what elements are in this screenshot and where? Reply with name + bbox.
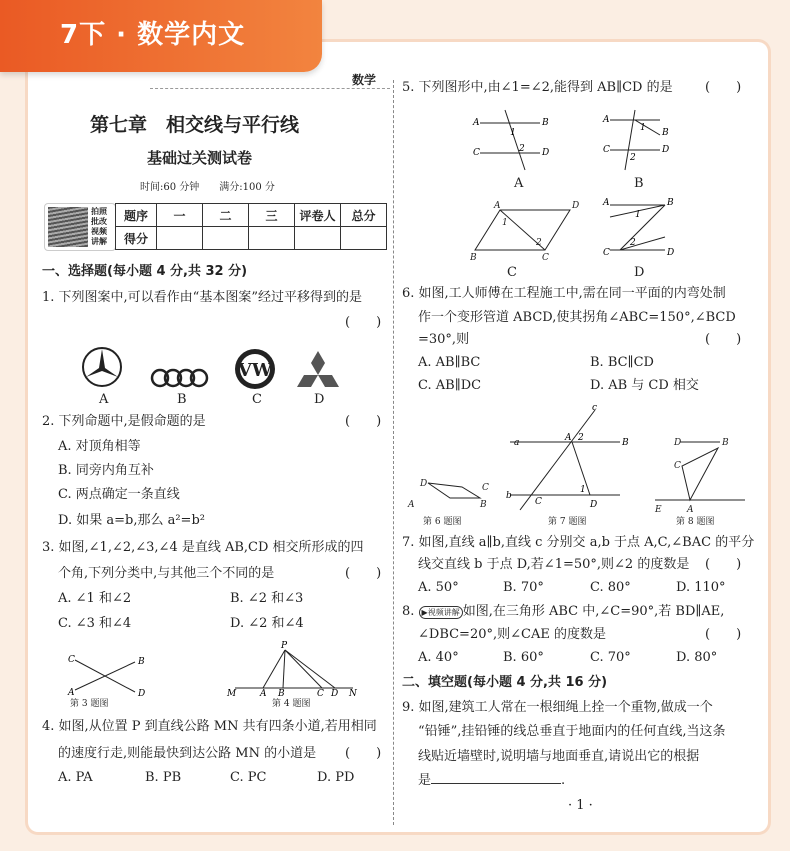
svg-text:C: C <box>535 497 542 507</box>
svg-text:D: D <box>331 689 339 699</box>
q9-answer-blank[interactable] <box>431 783 561 784</box>
chapter-title: 第七章 相交线与平行线 <box>90 114 300 136</box>
q8-text-line2: ∠DBC=20°,则∠CAE 的度数是 <box>418 627 606 642</box>
banner <box>0 0 322 72</box>
section-2-heading: 二、填空题(每小题 4 分,共 16 分) <box>402 675 608 690</box>
svg-text:C: C <box>482 483 489 493</box>
svg-text:A: A <box>565 433 572 443</box>
score-input[interactable] <box>157 227 203 250</box>
q9-text-line2: “铅锤”,挂铅锤的线总垂直于地面内的任何直线,当这条 <box>418 724 726 739</box>
svg-text:1: 1 <box>635 210 641 220</box>
svg-text:P: P <box>281 641 288 651</box>
svg-text:C: C <box>68 655 75 665</box>
figure-4-caption: 第 4 题图 <box>272 699 311 709</box>
svg-text:C: C <box>603 145 610 155</box>
cell: 总分 <box>341 204 387 227</box>
svg-text:B: B <box>138 657 145 667</box>
score-input[interactable] <box>295 227 341 250</box>
q3-option-a[interactable]: A. ∠1 和∠2 <box>58 591 132 606</box>
svg-text:D: D <box>590 500 598 510</box>
svg-text:c: c <box>592 403 598 413</box>
svg-text:A: A <box>603 115 610 125</box>
svg-text:D: D <box>667 248 675 258</box>
qr-code-image <box>48 207 88 247</box>
q7-option-c[interactable]: C. 80° <box>590 580 631 595</box>
q7-option-a[interactable]: A. 50° <box>418 580 459 595</box>
svg-text:B: B <box>722 438 729 448</box>
audi-rings-icon <box>152 370 207 386</box>
q2-option-b[interactable]: B. 同旁内角互补 <box>58 463 154 478</box>
svg-text:1: 1 <box>580 485 586 495</box>
svg-text:D: D <box>572 201 580 211</box>
svg-text:C: C <box>603 248 610 258</box>
page-number: · 1 · <box>568 798 593 813</box>
q8-text-line1: 如图,在三角形 ABC 中,∠C=90°,若 BD∥AE, <box>462 604 725 619</box>
svg-text:D: D <box>542 148 550 158</box>
q7-option-d[interactable]: D. 110° <box>676 580 726 595</box>
q6-option-a[interactable]: A. AB∥BC <box>418 355 481 370</box>
svg-text:D: D <box>674 438 682 448</box>
svg-text:1: 1 <box>510 128 516 138</box>
q7-option-b[interactable]: B. 70° <box>503 580 544 595</box>
q1-label-a: A <box>99 392 109 407</box>
q5-label-b: B <box>634 176 644 191</box>
svg-text:A: A <box>260 689 267 699</box>
column-divider <box>393 80 394 825</box>
svg-text:a: a <box>514 438 520 448</box>
score-input[interactable] <box>341 227 387 250</box>
q1-label-b: B <box>177 392 187 407</box>
q1-label-c: C <box>252 392 262 407</box>
q7-answer-paren[interactable]: ( ) <box>705 557 742 572</box>
q5-text: 5. 下列图形中,由∠1=∠2,能得到 AB∥CD 的是 <box>402 80 673 95</box>
svg-text:M: M <box>227 689 237 699</box>
cell: 一 <box>157 204 203 227</box>
svg-text:A: A <box>68 688 75 698</box>
svg-text:2: 2 <box>536 238 542 248</box>
svg-text:A: A <box>603 198 610 208</box>
svg-text:B: B <box>622 438 629 448</box>
figure-8-caption: 第 8 题图 <box>676 517 715 527</box>
figure-6-caption: 第 6 题图 <box>423 517 462 527</box>
cell: 题序 <box>116 204 157 227</box>
svg-text:D: D <box>420 479 428 489</box>
q2-option-a[interactable]: A. 对顶角相等 <box>58 439 141 454</box>
svg-text:C: C <box>674 461 681 471</box>
q5-figure-d <box>602 198 674 258</box>
q8-option-b[interactable]: B. 60° <box>503 650 544 665</box>
section-1-heading: 一、选择题(每小题 4 分,共 32 分) <box>42 264 248 279</box>
figures-6-7-8 <box>400 400 755 515</box>
q3-text-line2: 个角,下列分类中,与其他三个不同的是 <box>58 566 275 581</box>
cell: 三 <box>249 204 295 227</box>
mercedes-logo-icon <box>83 348 121 386</box>
svg-text:C: C <box>542 253 549 263</box>
mitsubishi-logo-icon <box>297 351 339 387</box>
q7-text-line2: 线交直线 b 于点 D,若∠1=50°,则∠2 的度数是 <box>418 557 690 572</box>
exam-info: 时间:60 分钟 满分:100 分 <box>140 182 275 193</box>
qr-label: 拍照批改 视频讲解 <box>91 207 107 246</box>
q4-answer-paren[interactable]: ( ) <box>345 746 382 761</box>
subject-label: 数学 <box>352 73 377 87</box>
q3-answer-paren[interactable]: ( ) <box>345 566 382 581</box>
q6-option-b[interactable]: B. BC∥CD <box>590 355 654 370</box>
q2-option-d[interactable]: D. 如果 a=b,那么 a²=b² <box>58 513 205 528</box>
q4-text-line2: 的速度行走,则能最快到达公路 MN 的小道是 <box>58 746 317 761</box>
svg-text:D: D <box>662 145 670 155</box>
q6-option-c[interactable]: C. AB∥DC <box>418 378 482 393</box>
q9-text-line3: 线贴近墙壁时,说明墙与地面垂直,请说出它的根据 <box>418 749 700 764</box>
q8-number: 8. <box>402 604 415 619</box>
q1-label-d: D <box>314 392 325 407</box>
q6-option-d[interactable]: D. AB 与 CD 相交 <box>590 378 699 393</box>
q8-option-c[interactable]: C. 70° <box>590 650 631 665</box>
cell: 评卷人 <box>295 204 341 227</box>
svg-text:1: 1 <box>502 218 508 228</box>
svg-text:A: A <box>687 505 694 515</box>
svg-text:2: 2 <box>630 238 636 248</box>
figure-7-caption: 第 7 题图 <box>548 517 587 527</box>
q3-option-d[interactable]: D. ∠2 和∠4 <box>230 616 304 631</box>
score-input[interactable] <box>203 227 249 250</box>
q5-label-d: D <box>634 265 645 280</box>
svg-text:b: b <box>506 491 512 501</box>
q2-text: 2. 下列命题中,是假命题的是 <box>42 414 206 429</box>
figure-7-diagram <box>506 403 629 510</box>
figure-8-diagram <box>654 438 745 515</box>
q4-option-a[interactable]: A. PA <box>58 770 93 785</box>
q2-option-c[interactable]: C. 两点确定一条直线 <box>58 487 180 502</box>
q5-label-c: C <box>507 265 517 280</box>
q4-option-c[interactable]: C. PC <box>230 770 267 785</box>
q3-option-b[interactable]: B. ∠2 和∠3 <box>230 591 304 606</box>
svg-text:2: 2 <box>519 144 525 154</box>
q9-text-line4: 是 <box>418 773 432 788</box>
figure-6-diagram <box>407 479 489 510</box>
svg-text:B: B <box>480 500 487 510</box>
q7-text-line1: 7. 如图,直线 a∥b,直线 c 分别交 a,b 于点 A,C,∠BAC 的平分 <box>402 535 755 550</box>
q6-text-line2: 作一个变形管道 ABCD,使其拐角∠ABC=150°,∠BCD <box>418 310 736 325</box>
banner-title: 7下 · 数学内文 <box>60 20 246 50</box>
q1-answer-paren[interactable]: ( ) <box>345 315 382 330</box>
q9-text-line1: 9. 如图,建筑工人常在一根细绳上拴一个重物,做成一个 <box>402 700 713 715</box>
q5-figures <box>470 105 750 275</box>
q4-option-d[interactable]: D. PD <box>317 770 355 785</box>
svg-text:1: 1 <box>640 123 646 133</box>
qr-code-box[interactable] <box>44 203 116 251</box>
q1-logos <box>80 345 350 391</box>
q3-text-line1: 3. 如图,∠1,∠2,∠3,∠4 是直线 AB,CD 相交所形成的四 <box>42 540 364 555</box>
svg-text:B: B <box>662 128 669 138</box>
q8-option-d[interactable]: D. 80° <box>676 650 718 665</box>
svg-text:C: C <box>317 689 324 699</box>
q6-answer-paren[interactable]: ( ) <box>705 332 742 347</box>
figure-4-diagram <box>225 640 365 700</box>
svg-text:A: A <box>408 500 415 510</box>
svg-text:D: D <box>138 689 146 699</box>
cell: 二 <box>203 204 249 227</box>
q5-answer-paren[interactable]: ( ) <box>705 80 742 95</box>
svg-text:A: A <box>473 118 480 128</box>
svg-text:B: B <box>470 253 477 263</box>
subtitle: 基础过关测试卷 <box>147 149 253 167</box>
svg-text:VW: VW <box>237 360 273 381</box>
svg-text:N: N <box>349 689 357 699</box>
volkswagen-logo-icon <box>235 349 275 389</box>
svg-text:2: 2 <box>578 433 584 443</box>
q4-text-line1: 4. 如图,从位置 P 到直线公路 MN 共有四条小道,若用相同 <box>42 719 377 734</box>
q3-option-c[interactable]: C. ∠3 和∠4 <box>58 616 132 631</box>
q5-figure-b <box>602 110 669 170</box>
q8-answer-paren[interactable]: ( ) <box>705 627 742 642</box>
q5-figure-a <box>472 110 549 170</box>
q6-text-line3: =30°,则 <box>418 332 470 347</box>
svg-text:B: B <box>542 118 549 128</box>
svg-text:B: B <box>667 198 674 208</box>
svg-text:2: 2 <box>630 153 636 163</box>
video-lesson-badge[interactable]: ▶视频讲解 <box>419 606 463 619</box>
svg-text:C: C <box>473 148 480 158</box>
header-rule <box>150 88 390 89</box>
q9-period: . <box>561 773 566 788</box>
q5-figure-c <box>470 201 579 263</box>
svg-text:A: A <box>494 201 501 211</box>
svg-text:E: E <box>655 505 662 515</box>
score-input[interactable] <box>249 227 295 250</box>
q8-option-a[interactable]: A. 40° <box>418 650 459 665</box>
cell: 得分 <box>116 227 157 250</box>
svg-text:B: B <box>278 689 285 699</box>
q2-answer-paren[interactable]: ( ) <box>345 414 382 429</box>
figure-3-diagram <box>60 650 160 700</box>
score-table <box>115 203 387 250</box>
q4-option-b[interactable]: B. PB <box>145 770 182 785</box>
figure-3-caption: 第 3 题图 <box>70 699 109 709</box>
q1-text: 1. 下列图案中,可以看作由“基本图案”经过平移得到的是 <box>42 290 362 305</box>
q6-text-line1: 6. 如图,工人师傅在工程施工中,需在同一平面的内弯处制 <box>402 286 726 301</box>
q5-label-a: A <box>514 176 524 191</box>
